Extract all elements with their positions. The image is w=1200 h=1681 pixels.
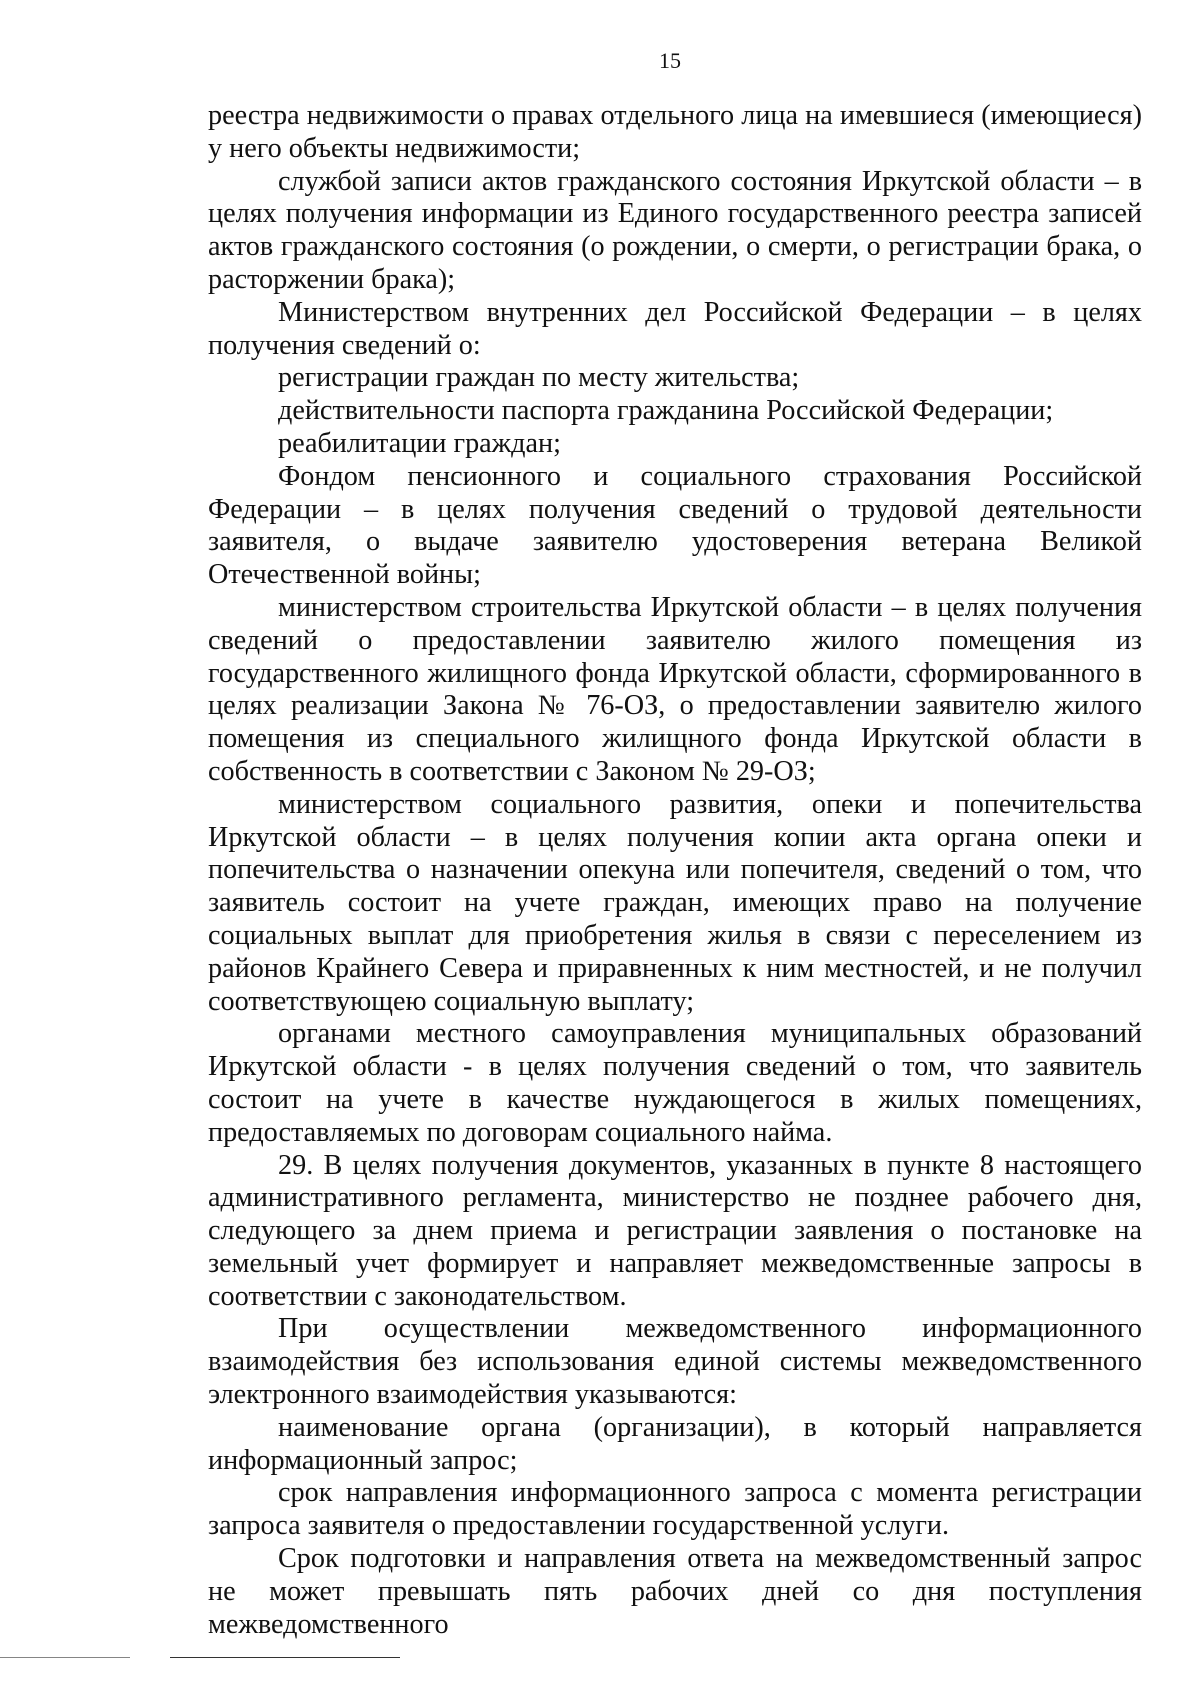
paragraph: регистрации граждан по месту жительства; bbox=[278, 362, 800, 394]
paragraph: 29. В целях получения документов, указанных в пункте 8 настоящего административного регламента, министерство не позднее рабочего дня, следующего за днем приема и регистрации заявления о постановке на земельный учет формирует и направляет межведомственные запросы в соответствии с законодательством. bbox=[208, 1149, 1142, 1312]
paragraph: срок направления информационного запроса с момента регистрации запроса заявителя о предоставлении государственной услуги. bbox=[208, 1477, 1142, 1542]
paragraph: Фондом пенсионного и социального страхования Российской Федерации – в целях получения сведений о трудовой деятельности заявителя, о выдаче заявителю удостоверения ветерана Великой Отечественной войны; bbox=[208, 460, 1142, 591]
paragraph: Министерством внутренних дел Российской Федерации – в целях получения сведений о: bbox=[208, 296, 1142, 361]
paragraph: службой записи актов гражданского состояния Иркутской области – в целях получения информации из Единого государственного реестра записей актов гражданского состояния (о рождении, о смерти, о регистрации брака, о расторжении брака); bbox=[208, 165, 1142, 295]
page-number: 15 bbox=[659, 48, 681, 73]
paragraph: министерством социального развития, опеки и попечительства Иркутской области – в целях получения копии акта органа опеки и попечительства о назначении опекуна или попечителя, сведений о том, что заявитель состоит на учете граждан, имеющих право на получение социальных выплат для приобретения жилья в связи с переселением из районов Крайнего Севера и приравненных к ним местностей, и не получил соответствующею социальную выплату; bbox=[208, 788, 1142, 1017]
footer-rule bbox=[0, 1657, 130, 1658]
paragraph: органами местного самоуправления муниципальных образований Иркутской области - в целях получения сведений о том, что заявитель состоит на учете в качестве нуждающегося в жилых помещениях, предоставляемых по договорам социального найма. bbox=[208, 1018, 1142, 1148]
paragraph: министерством строительства Иркутской области – в целях получения сведений о предоставлении заявителю жилого помещения из государственного жилищного фонда Иркутской области, сформированного в целях реализации Закона № 76-ОЗ, о предоставлении заявителю жилого помещения из специального жилищного фонда Иркутской области в собственность в соответствии с Законом № 29-ОЗ; bbox=[208, 591, 1142, 787]
footer-rule bbox=[170, 1657, 400, 1658]
paragraph: реестра недвижимости о правах отдельного лица на имевшиеся (имеющиеся) у него объекты недвижимости; bbox=[208, 100, 1142, 164]
document-body bbox=[208, 100, 1142, 1641]
paragraph: Срок подготовки и направления ответа на межведомственный запрос не может превышать пять рабочих дней со дня поступления межведомственного bbox=[208, 1543, 1142, 1640]
paragraph: действительности паспорта гражданина Российской Федерации; bbox=[278, 395, 1054, 427]
paragraph: наименование органа (организации), в который направляется информационный запрос; bbox=[208, 1411, 1142, 1476]
paragraph: реабилитации граждан; bbox=[278, 427, 561, 459]
paragraph: При осуществлении межведомственного информационного взаимодействия без использования единой системы межведомственного электронного взаимодействия указываются: bbox=[208, 1313, 1142, 1411]
